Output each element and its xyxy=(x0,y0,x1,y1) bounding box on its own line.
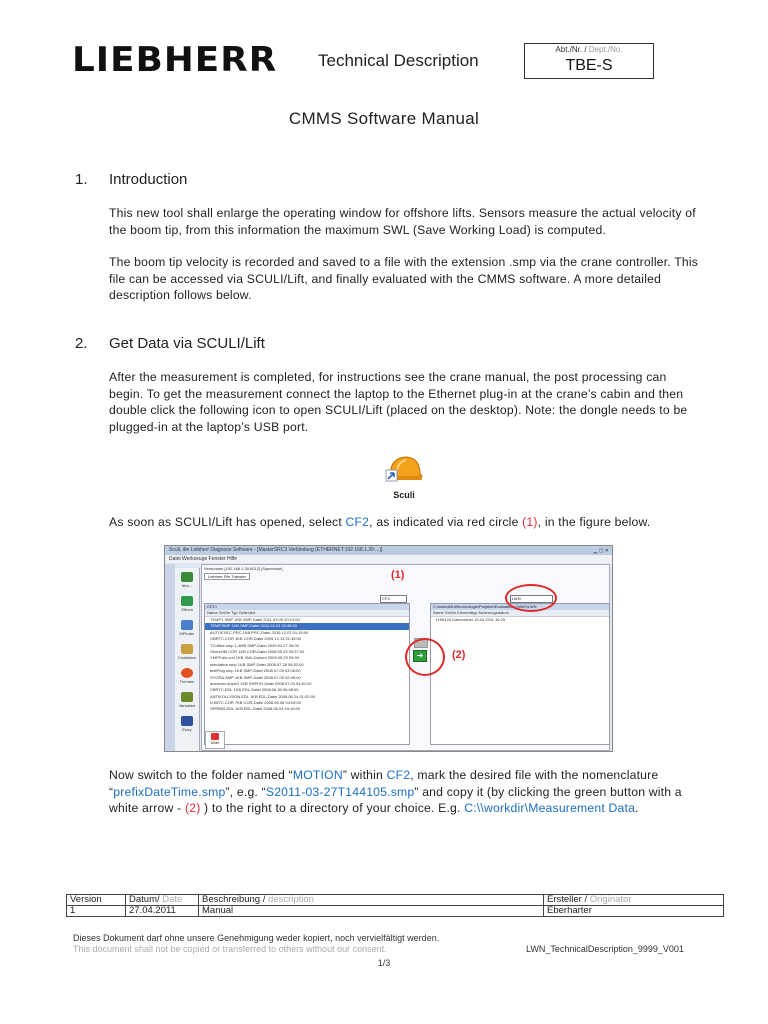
p3-motion: MOTION xyxy=(292,768,343,782)
getdata-paragraph-2 xyxy=(109,514,704,531)
shot-file-row: TEMP1.SMP 1KB SMP-Datei 2011.03.09 20:13:00 xyxy=(210,617,300,622)
p3-marker-2: (2) xyxy=(184,801,201,815)
hard-hat-icon xyxy=(384,452,424,486)
shot-left-strip xyxy=(165,564,175,751)
shot-tool-codeklam-label: Codeklam xyxy=(177,655,196,660)
shot-file-row: SYORA.SMP 1KB SMP-Datei 2008.07.09 02:06:00 xyxy=(210,674,301,680)
getdata-paragraph-3 xyxy=(109,767,704,817)
dept-label xyxy=(525,45,653,54)
shot-connection: Verbunden [192.168.1.30:5012] [Supervisor] xyxy=(204,566,283,571)
shot-file-row: simulation.smp 1KB SMP-Datei 2008.07.28 08:52:00 xyxy=(210,661,304,667)
red-label-2: (2) xyxy=(452,649,466,661)
intro-paragraph-1: This new tool shall enlarge the operating window for offshore lifts. Sensors measure the actual velocity of the boom tip, from this information the maximum SWL (Save Working Load) is computed. xyxy=(109,206,696,237)
copy-notice-en: This document shall not be copied or transferred to others without our consent. xyxy=(73,944,387,954)
shot-tool-entry xyxy=(177,714,197,736)
copy-notice-de: Dieses Dokument darf ohne unsere Genehmigung weder kopiert, noch vervielfältigt werden. xyxy=(73,933,440,943)
shot-tool-codeklam xyxy=(177,642,197,664)
p2-text-b: , as indicated via red circle xyxy=(369,515,523,529)
shot-tool-variables xyxy=(177,690,197,712)
shot-tool-open xyxy=(177,594,197,616)
shot-file-row: autoexec.shphO 1KB SHPHO-Datei 2008.07.04 04:51:00 xyxy=(210,680,312,686)
shot-file-row: TCoffice.smp 1.4MB SMP-Datei 2009.03.27 06:00 xyxy=(210,642,299,648)
sculi-icon-label: Sculi xyxy=(393,490,415,500)
dept-label-en: Dept./No. xyxy=(588,45,623,54)
col-date-en: Date xyxy=(162,894,183,905)
section-2-title: Get Data via SCULI/Lift xyxy=(109,335,265,352)
p3-text-a: Now switch to the folder named “ xyxy=(109,768,293,782)
shot-right-header: C:\workdir\Lifttechnologie\Projekte\Evaluation\CMMS\LWN xyxy=(431,604,609,610)
col-description xyxy=(199,895,544,906)
shot-file-row: CBRTC.EDL 1KB EDL-Datei 2008.06.30 06:08:00 xyxy=(210,687,299,693)
sculi-shortcut-icon[interactable] xyxy=(384,452,424,500)
shot-tool-variables-label: Variablen xyxy=(178,703,196,708)
revision-version: 1 xyxy=(67,906,126,917)
revision-table xyxy=(66,894,724,917)
p3-text-g: . xyxy=(635,801,639,815)
p2-cf2: CF2 xyxy=(345,515,370,529)
p3-text-e: ” and copy it (by clicking the green button with a white arrow - xyxy=(109,784,682,815)
red-circle-1 xyxy=(505,584,557,612)
shot-right-pane xyxy=(430,603,610,745)
shot-file-row: SPRB05.EDL 1KB EDL-Datei 2008.06.04 04:16:00 xyxy=(210,706,301,712)
shot-dropdown-right: LWN xyxy=(510,595,553,603)
shot-file-row: testProg.smp 1KB SMP-Datei 2008.07.09 03:06:00 xyxy=(210,668,301,674)
shot-green-copy-button: ➔ xyxy=(413,650,427,662)
dept-value: TBE-S xyxy=(565,57,613,74)
col-originator-de: Ersteller / xyxy=(547,894,588,905)
shot-right-cols: Name Größe Elementtyp Änderungsdatum xyxy=(431,610,609,617)
shot-about-button xyxy=(205,731,225,749)
shot-tool-mpinder xyxy=(177,618,197,640)
shot-file-row-selected: TEMP.SMP 1KB SMP-Datei 2011.03.23 02:48:00 xyxy=(205,623,409,629)
p3-text-f: ) to the right to a directory of your choice. E.g. xyxy=(200,801,465,815)
revision-row xyxy=(67,906,724,917)
p3-path: C:\\workdir\Measurement Data xyxy=(464,801,636,815)
shot-tab: Liebherr File Transfer xyxy=(204,573,250,580)
shot-tool-new-label: Neu... xyxy=(181,583,193,588)
document-id: LWN_TechnicalDescription_9999_V001 xyxy=(526,944,684,954)
section-2-number: 2. xyxy=(75,335,88,352)
col-date xyxy=(126,895,199,906)
shot-tool-disconnect xyxy=(177,666,197,688)
col-version: Version xyxy=(67,895,126,906)
page-title: CMMS Software Manual xyxy=(288,109,480,128)
revision-date: 27.04.2011 xyxy=(126,906,199,917)
shot-about-label: Über xyxy=(210,740,220,745)
liebherr-logo: LIEBHERR xyxy=(72,40,278,80)
p3-prefix: prefixDateTime.smp xyxy=(113,784,226,799)
p2-marker-1: (1) xyxy=(522,515,538,529)
shot-tool-entry-label: Entry xyxy=(182,727,192,732)
shot-tool-open-label: Öffnen xyxy=(181,607,193,612)
red-circle-2 xyxy=(405,638,445,676)
page-number: 1/3 xyxy=(377,958,391,968)
dept-box xyxy=(524,43,654,79)
revision-originator: Eberharter xyxy=(544,906,724,917)
red-label-1: (1) xyxy=(391,569,405,581)
p3-text-b: ” within xyxy=(342,768,387,782)
shot-left-pane xyxy=(204,603,410,745)
p2-text-c: , in the figure below. xyxy=(537,515,651,529)
section-1-title: Introduction xyxy=(109,171,188,188)
shot-dropdown-cf2: CF2: xyxy=(380,595,407,603)
shot-left-header: CF2:\ xyxy=(205,604,409,610)
sculi-screenshot xyxy=(164,545,613,752)
col-originator xyxy=(544,895,724,906)
shot-tool-new xyxy=(177,570,197,592)
shot-folder-row: LHM120 Dateiordner 15.04.2011 16:25 xyxy=(436,617,506,622)
col-description-en: description xyxy=(268,894,314,905)
doc-type: Technical Description xyxy=(318,51,479,70)
shot-menubar: Datei Werkzeuge Fenster Hilfe xyxy=(165,555,612,563)
p3-text-d: ”, e.g. “ xyxy=(225,784,266,799)
getdata-paragraph-1: After the measurement is completed, for instructions see the crane manual, the post processing can begin. To get the measurement connect the laptop to the Ethernet plug-in at the crane’s cabin and then double click the following icon to open SCULI/Lift (placed on the desktop). Note: the dongle needs to be plugged-in at the laptop’s USB port. xyxy=(109,370,688,434)
shot-toolbar xyxy=(175,568,200,751)
shot-file-row: OBRTC.COR 1KB COR-Datei 2009.12.13 21:45:00 xyxy=(210,636,302,642)
shot-window-buttons: ▁ ▢ ✕ xyxy=(593,548,609,554)
shot-file-row: ObercHM.COR 1KB COR-Datei 2008.05.29 09:37:00 xyxy=(210,648,305,654)
dept-label-de: Abt./Nr. / xyxy=(555,45,587,54)
revision-description: Manual xyxy=(199,906,544,917)
p3-example: S2011-03-27T144105.smp xyxy=(265,784,415,799)
p3-cf2: CF2 xyxy=(386,768,411,782)
shot-tool-mpinder-label: MPinder xyxy=(179,631,195,636)
shot-title: Sculi, die Liebherr Diagnose Software - [MasterSRC3 Verbindung (ETHERNET:192.168.1.30:...)] xyxy=(169,547,383,553)
shot-tool-disconnect-label: Trennen xyxy=(179,679,195,684)
p3-text-c: , mark the desired file with the nomenclature “ xyxy=(109,768,659,799)
col-description-de: Beschreibung / xyxy=(202,894,266,905)
shot-file-row: ANTIKOLLISION.EDL 1KB EDL-Datei 2008.06.24 01:02:00 xyxy=(210,693,316,699)
intro-paragraph-2: The boom tip velocity is recorded and saved to a file with the extension .smp via the crane controller. This file can be accessed via SCULI/Lift, and finally evaluated with the CMMS software. A more detailed description follows below. xyxy=(109,255,699,302)
section-1-number: 1. xyxy=(75,171,88,188)
shot-file-row: YMPFolio.xml 1KB XML-Dokum 2009.05.29 09:00 xyxy=(210,655,299,661)
shot-file-row: AUTOEXEC.PRC 1KB PRC-Datei 2010.12.07 01:15:00 xyxy=(210,629,309,635)
revision-header-row xyxy=(67,895,724,906)
p2-text-a: As soon as SCULI/Lift has opened, select xyxy=(109,515,346,529)
shot-file-row: LHMTC.COR 7KB COR-Datei 2008.06.06 04:03:00 xyxy=(210,700,301,706)
shot-left-cols: Name Größe Typ Geändert xyxy=(205,610,409,617)
col-date-de: Datum/ xyxy=(129,894,160,905)
col-originator-en: Originator xyxy=(589,894,632,905)
shot-titlebar xyxy=(165,546,612,555)
